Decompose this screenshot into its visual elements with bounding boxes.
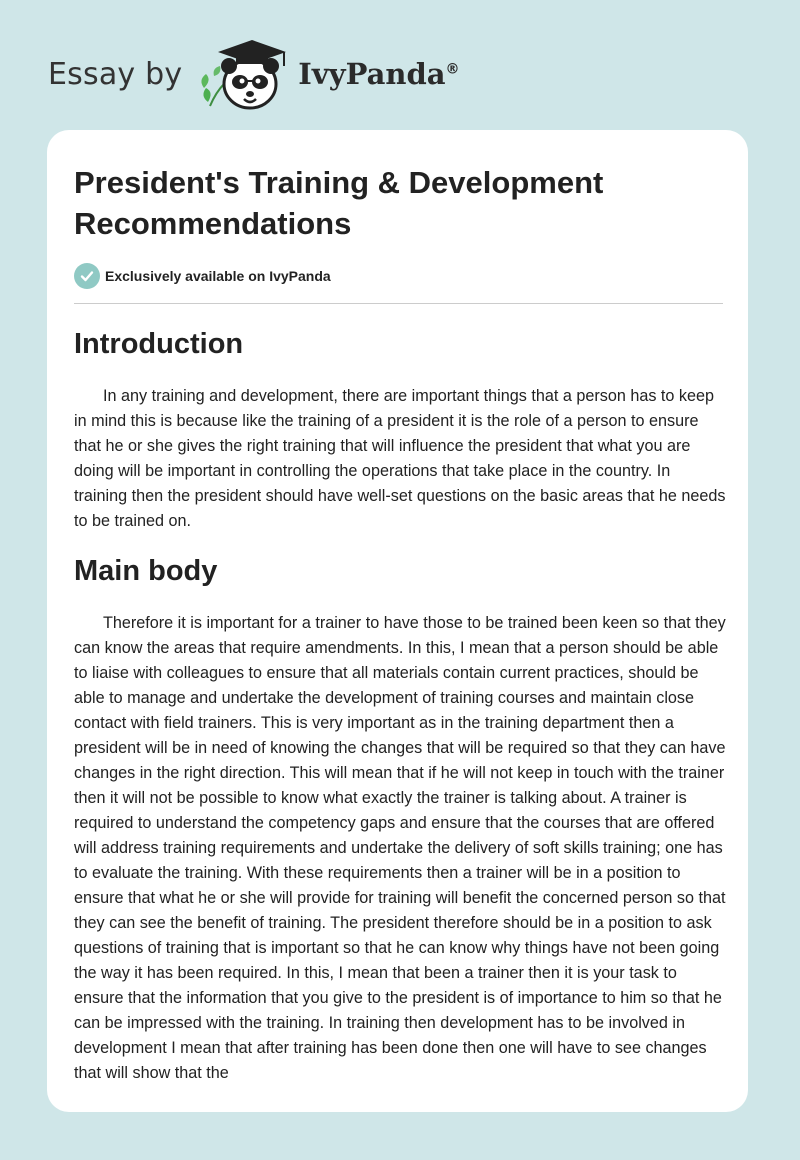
exclusive-label: Exclusively available on IvyPanda xyxy=(105,268,331,284)
page-title: President's Training & Development Recommendations xyxy=(74,165,604,241)
brand-name[interactable]: IvyPanda® xyxy=(298,57,460,91)
section-paragraph-main-body: Therefore it is important for a trainer to have those to be trained been keen so that they can know the areas that require amendments. In this, I mean that a person should be able to liaise with colleagues to ensure that all materials contain current practices, should be able to manage and undertake the development of training courses and maintain close contact with field trainers. This is very important as in the training department then a president will be in need of knowing the changes that will be required so that they can have changes in the right direction. This will mean that if he will not keep in touch with the trainer then it will not be possible to know what exactly the trainer is talking about. A trainer is required to understand the competency gaps and ensure that the courses that are offered will address training requirements and undertake the delivery of soft skills training; one has to evaluate the training. With these requirements then a trainer will be in a position to ensure that what he or she will provide for training will benefit the concerned person so that they can see the benefit of training. The president therefore should be in a position to ask questions of training that is important so that he can know why things have not been going the way it has been required. In this, I mean that been a trainer then it is your task to ensure that the information that you give to the president is of importance to him so that he can be impressed with the training. In training then development has to be involved in development I mean that after training has been done then one will have to see changes that will show that the xyxy=(74,614,726,1082)
site-header xyxy=(48,34,568,114)
section-paragraph-introduction: In any training and development, there are important things that a person has to keep in mind this is because like the training of a president it is the role of a person to ensure that he or she gives the right training that will influence the president that what you are doing will be important in controlling the operations that take place in the country. In training then the president should have well-set questions on the basic areas that he needs to be trained on. xyxy=(74,387,726,530)
section-heading-introduction: Introduction xyxy=(74,328,244,360)
essay-by-label: Essay by xyxy=(48,56,183,92)
ivypanda-logo-icon[interactable] xyxy=(196,36,292,112)
registered-mark: ® xyxy=(445,61,460,78)
check-icon xyxy=(74,263,100,289)
section-heading-main-body: Main body xyxy=(74,555,218,587)
essay-card xyxy=(47,130,748,1112)
exclusive-badge xyxy=(74,263,331,289)
divider xyxy=(74,303,723,304)
